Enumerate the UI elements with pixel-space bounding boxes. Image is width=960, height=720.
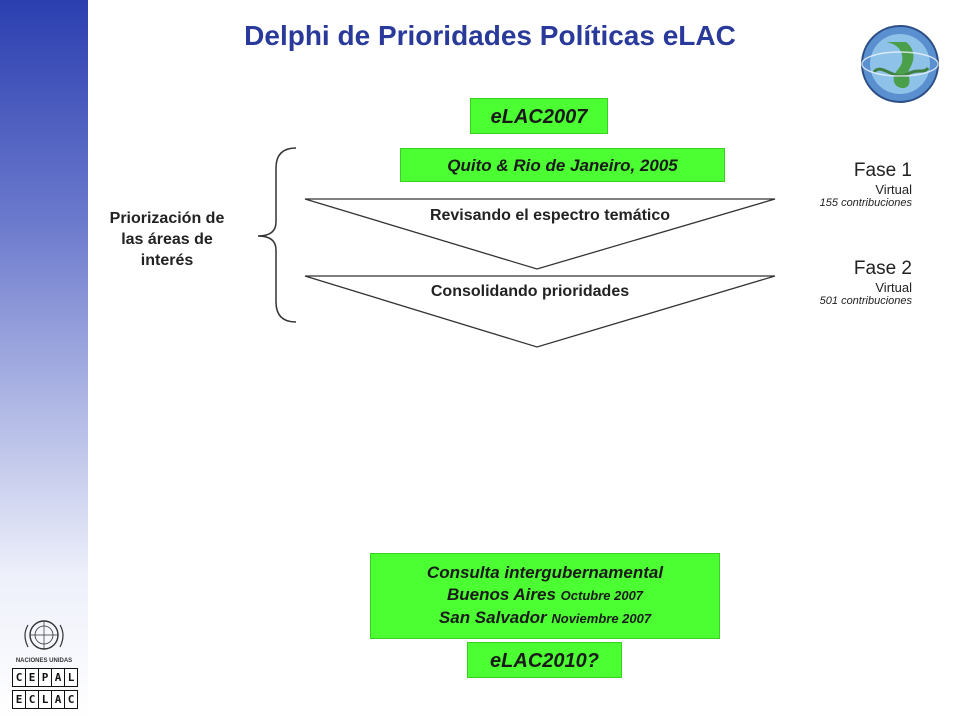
consulta-city-2: San Salvador [438,608,547,627]
phase-1-contributions: 155 contribuciones [819,197,912,209]
slide-title: Delphi de Prioridades Políticas eLAC [244,20,736,51]
cepal-letter: C [12,668,26,687]
phase-2 [820,258,912,307]
phase-1-title: Fase 1 [853,160,912,181]
priority-line-2: las áreas de [121,231,213,248]
un-text: NACIONES UNIDAS [15,658,73,664]
phase-2-contributions: 501 contribuciones [819,295,912,307]
priority-label [92,208,242,271]
cepal-letter: E [25,668,39,687]
elac2010-box: eLAC2010? [467,642,622,678]
bracket-brace [258,148,296,322]
priority-line-1: Priorización de [109,210,225,227]
eclac-letter: L [38,690,52,709]
consulta-box [370,553,720,639]
phase-1 [820,160,912,209]
phase-2-mode: Virtual [875,280,912,295]
un-emblem-icon [8,615,80,665]
eclac-letter: C [64,690,78,709]
phase-2-title: Fase 2 [853,258,912,279]
priority-line-3: interés [140,252,194,269]
funnel-2-label: Consolidando prioridades [430,283,630,300]
consulta-line-3 [371,607,719,630]
consulta-date-1: Octubre 2007 [560,588,644,603]
cepal-letter: P [38,668,52,687]
eclac-letter: E [12,690,26,709]
location-box: Quito & Rio de Janeiro, 2005 [400,148,725,182]
cepal-eclac-logo [12,668,76,712]
elac2007-box: eLAC2007 [470,98,608,134]
consulta-date-2: Noviembre 2007 [551,611,652,626]
cepal-letter: A [51,668,65,687]
eclac-letter: C [25,690,39,709]
funnel-1-label: Revisando el espectro temático [429,207,671,224]
consulta-line-2 [371,584,719,607]
cepal-letter: L [64,668,78,687]
consulta-line-1: Consulta intergubernamental [426,563,664,582]
phase-1-mode: Virtual [875,182,912,197]
consulta-city-1: Buenos Aires [446,585,556,604]
eclac-letter: A [51,690,65,709]
